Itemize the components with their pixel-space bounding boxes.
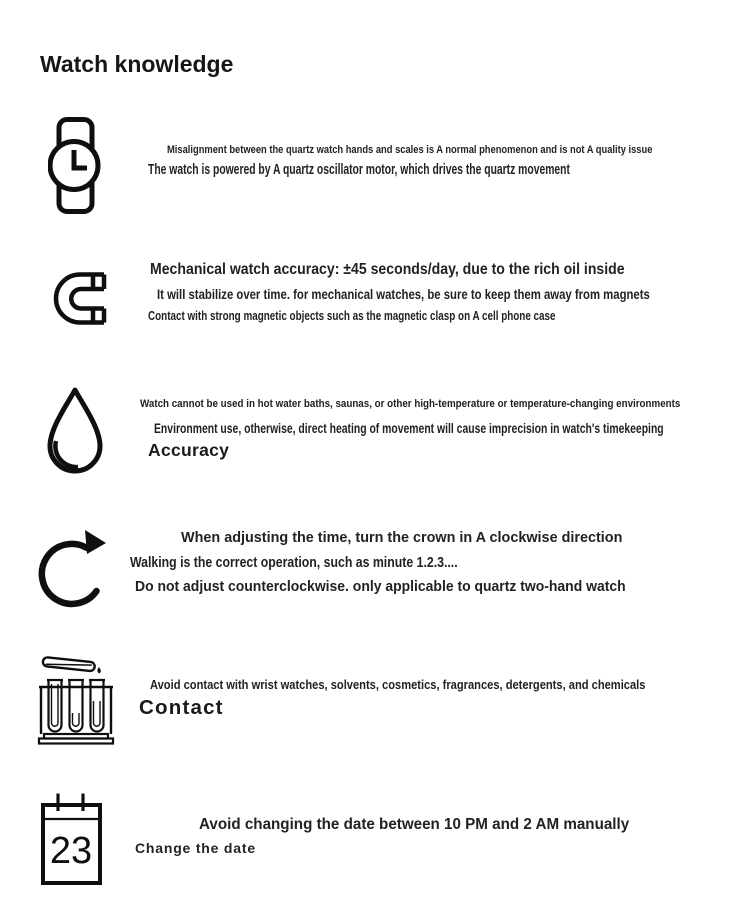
clockwise-arrow-icon (38, 528, 113, 610)
text-line: Avoid contact with wrist watches, solvents, cosmetics, fragrances, detergents, and chemicals (150, 678, 646, 692)
wristwatch-icon (48, 117, 102, 214)
test-tubes-icon (37, 651, 115, 745)
calendar-day-number: 23 (49, 830, 93, 872)
text-line: Avoid changing the date between 10 PM and 2 AM manually (199, 816, 630, 833)
text-line: Environment use, otherwise, direct heating of movement will cause imprecision in watch's timekeeping (154, 421, 664, 436)
text-line: It will stabilize over time. for mechanical watches, be sure to keep them away from magnets (157, 286, 650, 302)
text-line: Misalignment between the quartz watch hands and scales is A normal phenomenon and is not A quality issue (167, 144, 653, 156)
magnet-icon (50, 270, 107, 327)
section-heading: Contact (139, 696, 224, 719)
section-heading: Accuracy (148, 440, 230, 460)
text-line: The watch is powered by A quartz oscillator motor, which drives the quartz movement (148, 161, 570, 178)
text-line: Mechanical watch accuracy: ±45 seconds/day, due to the rich oil inside (150, 261, 625, 278)
calendar-icon (40, 792, 103, 886)
water-drop-icon (43, 386, 107, 476)
text-line: Watch cannot be used in hot water baths, saunas, or other high-temperature or temperature-changing environments (140, 398, 681, 410)
text-line: Walking is the correct operation, such as minute 1.2.3.... (130, 554, 458, 571)
text-line: When adjusting the time, turn the crown in A clockwise direction (181, 529, 623, 546)
text-line: Change the date (135, 840, 256, 856)
text-line: Contact with strong magnetic objects such as the magnetic clasp on A cell phone case (148, 309, 556, 323)
text-line: Do not adjust counterclockwise. only applicable to quartz two-hand watch (135, 578, 626, 595)
page-title: Watch knowledge (40, 51, 234, 78)
